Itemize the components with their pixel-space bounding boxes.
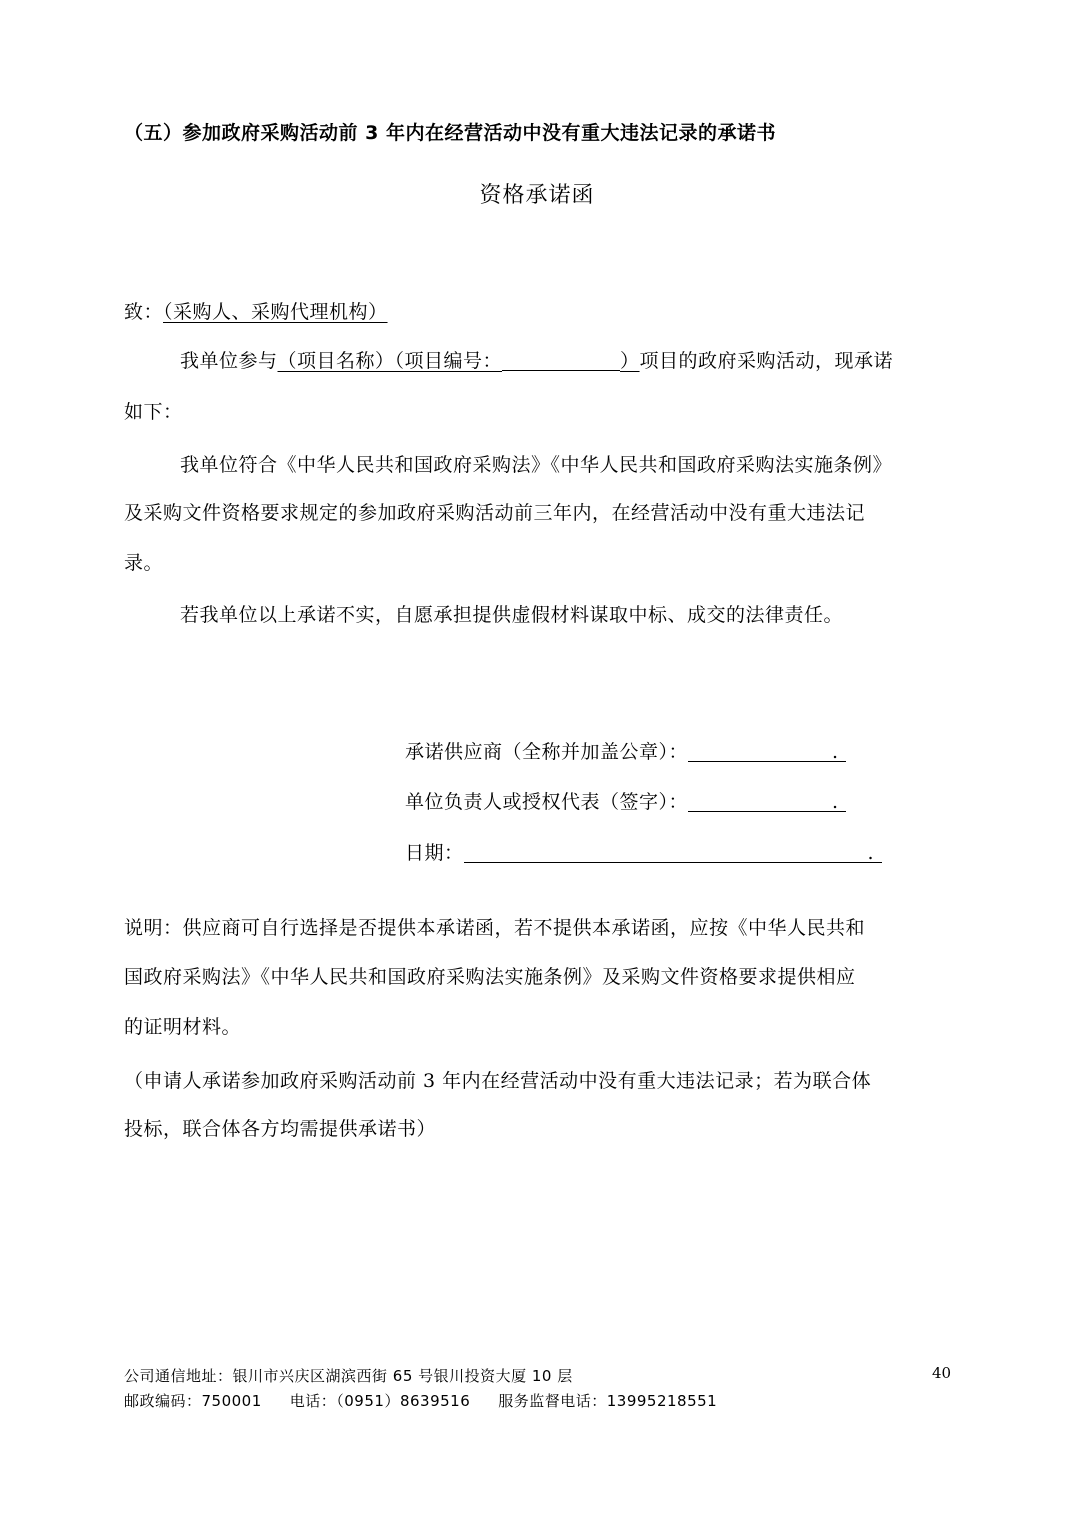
representative-label: 单位负责人或授权代表（签字）： (405, 791, 689, 813)
footer-contacts (124, 1390, 745, 1411)
supplier-label: 承诺供应商（全称并加盖公章）： (405, 741, 689, 763)
project-close: ） (620, 350, 640, 372)
para1-prefix: 我单位参与 (180, 350, 278, 372)
project-number-blank (502, 350, 620, 371)
paragraph-3: 若我单位以上承诺不实，自愿承担提供虚假材料谋取中标、成交的法律责任。 (180, 604, 844, 626)
representative-signature-line (405, 787, 846, 814)
page-number: 40 (932, 1364, 952, 1382)
supplier-signature-line (405, 737, 846, 764)
note-line-3: 的证明材料。 (124, 1016, 242, 1038)
end-mark: . (832, 791, 839, 813)
section-heading: （五）参加政府采购活动前 3 年内在经营活动中没有重大违法记录的承诺书 (124, 122, 776, 144)
note-line-1: 说明：供应商可自行选择是否提供本承诺函，若不提供本承诺函，应按《中华人民共和 (124, 917, 866, 939)
end-mark: . (832, 741, 839, 763)
paragraph-2-line-2: 及采购文件资格要求规定的参加政府采购活动前三年内，在经营活动中没有重大违法记 (124, 502, 866, 524)
note-line-5: 投标，联合体各方均需提供承诺书） (124, 1118, 437, 1140)
date-signature-line (405, 838, 882, 865)
paragraph-2-line-1: 我单位符合《中华人民共和国政府采购法》《中华人民共和国政府采购法实施条例》 (180, 454, 893, 476)
footer-address: 公司通信地址：银川市兴庆区湖滨西街 65 号银川投资大厦 10 层 (124, 1367, 573, 1385)
representative-blank (688, 791, 846, 812)
footer-postcode: 邮政编码：750001 (124, 1392, 262, 1410)
addressee-value: （采购人、采购代理机构） (163, 301, 388, 323)
date-label: 日期： (405, 842, 464, 864)
document-title: 资格承诺函 (479, 183, 595, 208)
paragraph-1-line-2: 如下： (124, 401, 183, 423)
supplier-blank (688, 741, 846, 762)
paragraph-1-line-1 (180, 346, 893, 373)
footer-service-phone: 服务监督电话：13995218551 (498, 1392, 718, 1410)
note-line-4: （申请人承诺参加政府采购活动前 3 年内在经营活动中没有重大违法记录；若为联合体 (124, 1070, 872, 1092)
paragraph-2-line-3: 录。 (124, 552, 164, 574)
note-line-2: 国政府采购法》《中华人民共和国政府采购法实施条例》及采购文件资格要求提供相应 (124, 966, 856, 988)
para1-suffix: 项目的政府采购活动，现承诺 (639, 350, 894, 372)
addressee-line (124, 297, 388, 324)
addressee-prefix: 致： (124, 301, 164, 323)
end-mark: . (867, 842, 875, 864)
footer-phone: 电话：（0951）8639516 (289, 1392, 471, 1410)
project-name-field: （项目名称）（项目编号： (277, 350, 503, 372)
date-blank (464, 842, 882, 863)
